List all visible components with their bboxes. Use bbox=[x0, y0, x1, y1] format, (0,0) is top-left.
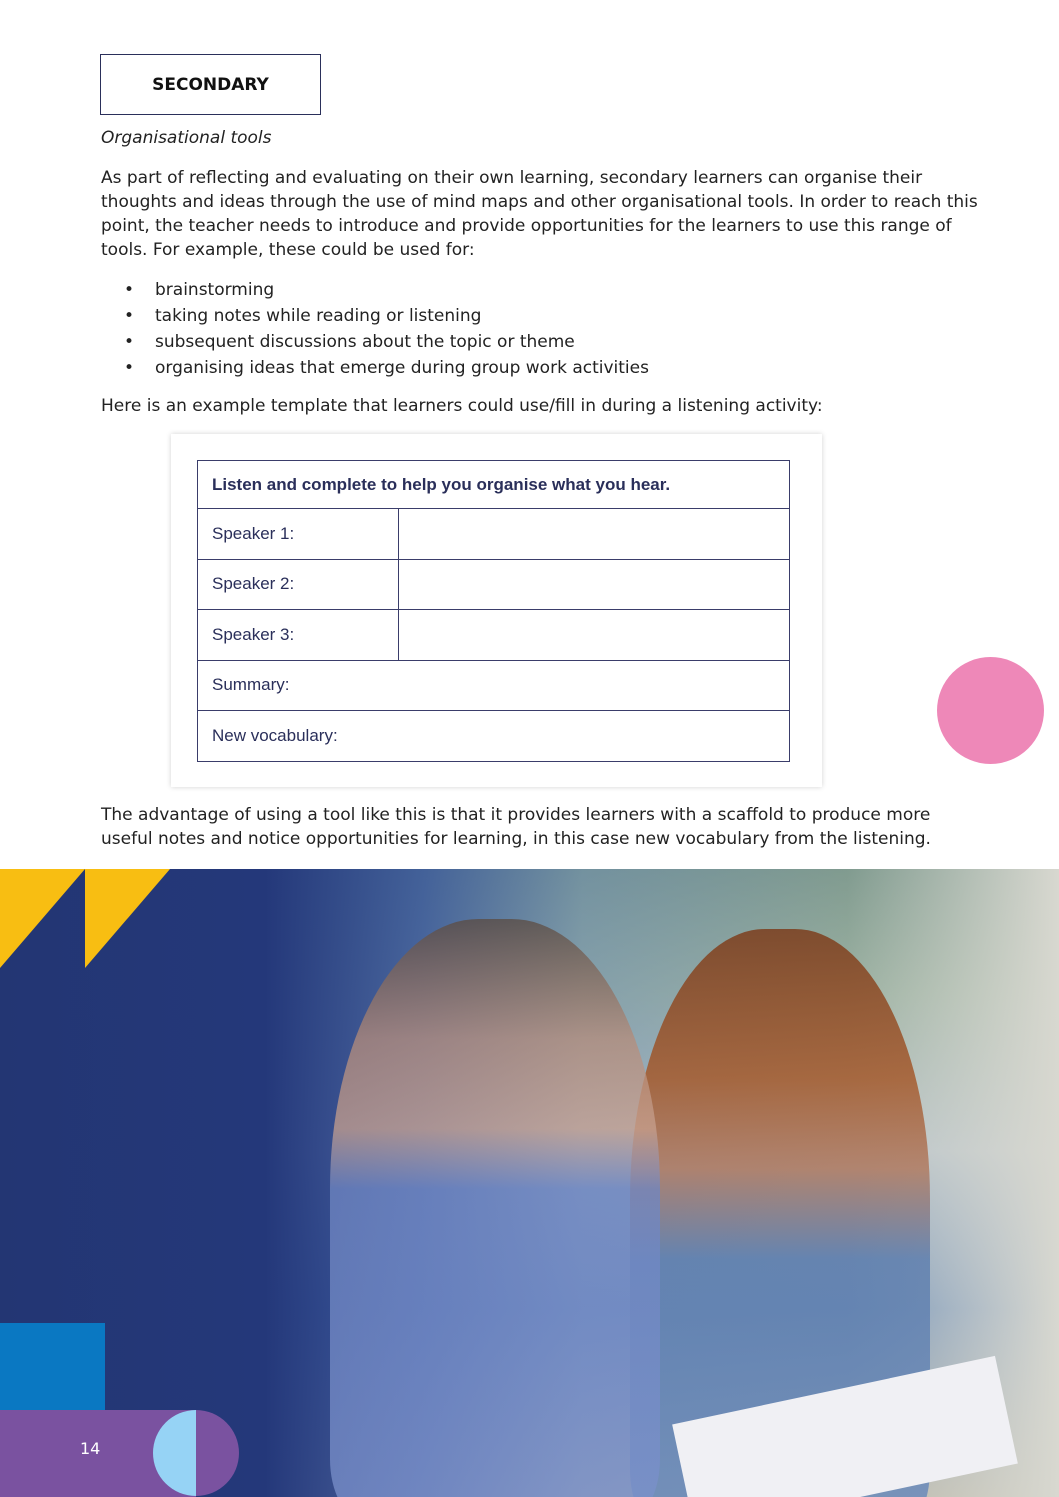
template-heading: Listen and complete to help you organise what you hear. bbox=[198, 461, 790, 509]
yellow-triangle-decoration bbox=[0, 869, 85, 968]
photo-student-man bbox=[330, 919, 660, 1497]
blank-cell bbox=[399, 559, 790, 610]
listening-template-table bbox=[197, 460, 790, 762]
section-label: SECONDARY bbox=[100, 54, 321, 115]
yellow-triangle-decoration bbox=[85, 869, 170, 968]
conclusion-paragraph: The advantage of using a tool like this is that it provides learners with a scaffold to produce more useful notes and notice opportunities for learning, in this case new vocabulary from the listening. bbox=[101, 805, 931, 849]
page-number: 14 bbox=[80, 1439, 101, 1458]
row-label: Speaker 3: bbox=[198, 610, 399, 661]
list-item: • taking notes while reading or listening bbox=[120, 303, 649, 329]
list-item: • organising ideas that emerge during group work activities bbox=[120, 355, 649, 381]
blank-cell bbox=[399, 509, 790, 560]
row-label: Summary: bbox=[198, 660, 790, 711]
list-item: • brainstorming bbox=[120, 277, 649, 303]
template-card bbox=[171, 434, 822, 787]
list-item: • subsequent discussions about the topic or theme bbox=[120, 329, 649, 355]
classroom-photo bbox=[0, 869, 1059, 1497]
pink-circle-decoration bbox=[937, 657, 1044, 764]
uses-list bbox=[120, 277, 649, 381]
row-label: Speaker 1: bbox=[198, 509, 399, 560]
half-circle-decoration bbox=[196, 1410, 239, 1496]
blank-cell bbox=[399, 610, 790, 661]
subheading: Organisational tools bbox=[101, 128, 272, 148]
intro-paragraph: As part of reflecting and evaluating on their own learning, secondary learners can organise their thoughts and ideas through the use of mind maps and other organisational tools. In order to reach this point, the teacher needs to introduce and provide opportunities for the learners to use this range of tools. For example, these could be used for: bbox=[101, 168, 978, 260]
row-label: New vocabulary: bbox=[198, 711, 790, 762]
template-intro: Here is an example template that learners could use/fill in during a listening activity: bbox=[101, 396, 823, 416]
row-label: Speaker 2: bbox=[198, 559, 399, 610]
blue-square-decoration bbox=[0, 1323, 105, 1410]
